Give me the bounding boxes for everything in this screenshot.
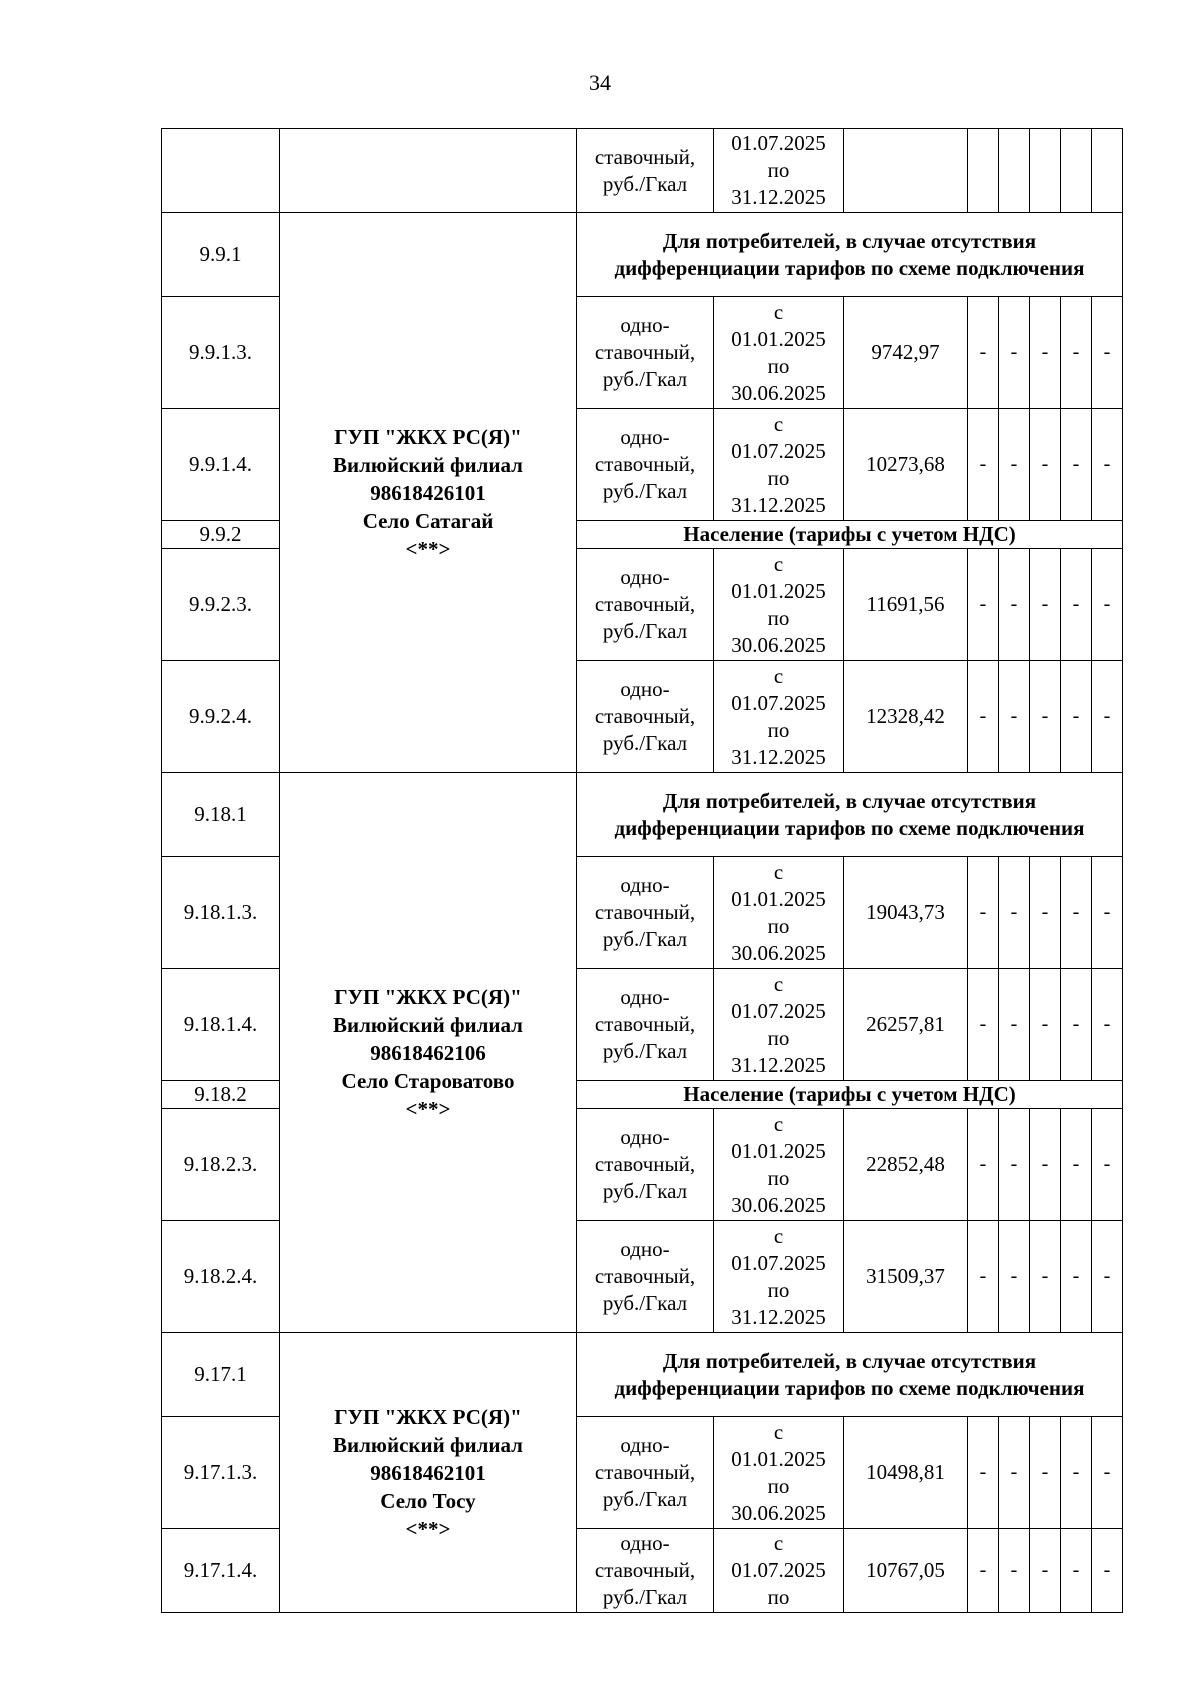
empty-cell: - <box>968 409 999 521</box>
empty-cell: - <box>1030 1529 1061 1613</box>
section-code: 9.9.2 <box>162 521 280 549</box>
empty-cell: - <box>968 1221 999 1333</box>
tariff-type: одно- ставочный, руб./Гкал <box>577 857 714 969</box>
row-code: 9.17.1.4. <box>162 1529 280 1613</box>
empty-cell: - <box>999 661 1030 773</box>
section-title: Население (тарифы с учетом НДС) <box>577 521 1123 549</box>
tariff-value: 26257,81 <box>844 969 968 1081</box>
empty-cell <box>968 129 999 213</box>
tariff-type: одно- ставочный, руб./Гкал <box>577 1417 714 1529</box>
empty-cell: - <box>1092 409 1123 521</box>
empty-cell: - <box>1030 297 1061 409</box>
empty-cell: - <box>968 969 999 1081</box>
org-cell: ГУП "ЖКХ РС(Я)" Вилюйский филиал 98618462101 Село Тосу <**> <box>280 1333 577 1613</box>
empty-cell: - <box>968 549 999 661</box>
empty-cell: - <box>1061 1417 1092 1529</box>
empty-cell: - <box>968 1109 999 1221</box>
empty-cell: - <box>1092 969 1123 1081</box>
empty-cell: - <box>1030 1417 1061 1529</box>
tariff-period: 01.07.2025 по 31.12.2025 <box>714 129 844 213</box>
tariff-value: 22852,48 <box>844 1109 968 1221</box>
empty-cell: - <box>1092 661 1123 773</box>
empty-cell: - <box>968 297 999 409</box>
empty-cell: - <box>1030 661 1061 773</box>
tariff-period: с 01.07.2025 по <box>714 1529 844 1613</box>
empty-cell: - <box>999 297 1030 409</box>
tariff-type: одно- ставочный, руб./Гкал <box>577 297 714 409</box>
empty-cell: - <box>999 1109 1030 1221</box>
row-code: 9.9.1.4. <box>162 409 280 521</box>
empty-cell: - <box>1061 549 1092 661</box>
empty-cell: - <box>1030 857 1061 969</box>
section-code: 9.18.2 <box>162 1081 280 1109</box>
row-code: 9.18.1.3. <box>162 857 280 969</box>
tariff-period: с 01.07.2025 по 31.12.2025 <box>714 409 844 521</box>
empty-cell: - <box>1061 661 1092 773</box>
tariff-value: 12328,42 <box>844 661 968 773</box>
row-code: 9.18.1.4. <box>162 969 280 1081</box>
section-code: 9.9.1 <box>162 213 280 297</box>
tariff-type: ставочный, руб./Гкал <box>577 129 714 213</box>
tariff-value: 11691,56 <box>844 549 968 661</box>
tariff-period: с 01.07.2025 по 31.12.2025 <box>714 1221 844 1333</box>
empty-cell: - <box>1092 297 1123 409</box>
empty-cell: - <box>999 857 1030 969</box>
empty-cell: - <box>999 1529 1030 1613</box>
section-row <box>162 1333 1123 1417</box>
tariff-period: с 01.07.2025 по 31.12.2025 <box>714 969 844 1081</box>
empty-cell: - <box>1061 969 1092 1081</box>
row-code: 9.9.1.3. <box>162 297 280 409</box>
empty-cell: - <box>1061 857 1092 969</box>
section-row <box>162 773 1123 857</box>
tariff-value <box>844 129 968 213</box>
empty-cell: - <box>968 1417 999 1529</box>
tariff-value: 31509,37 <box>844 1221 968 1333</box>
tariff-type: одно- ставочный, руб./Гкал <box>577 1109 714 1221</box>
tariff-type: одно- ставочный, руб./Гкал <box>577 549 714 661</box>
section-title: Для потребителей, в случае отсутствия дифференциации тарифов по схеме подключения <box>577 1333 1123 1417</box>
empty-cell: - <box>1092 857 1123 969</box>
empty-cell: - <box>1092 1417 1123 1529</box>
tariff-value: 10498,81 <box>844 1417 968 1529</box>
empty-cell: - <box>1030 1109 1061 1221</box>
tariff-value: 10273,68 <box>844 409 968 521</box>
empty-cell: - <box>1030 549 1061 661</box>
empty-cell: - <box>1030 969 1061 1081</box>
tariff-type: одно- ставочный, руб./Гкал <box>577 409 714 521</box>
section-row <box>162 213 1123 297</box>
section-title: Для потребителей, в случае отсутствия дифференциации тарифов по схеме подключения <box>577 213 1123 297</box>
tariff-type: одно- ставочный, руб./Гкал <box>577 661 714 773</box>
row-code <box>162 129 280 213</box>
empty-cell <box>1030 129 1061 213</box>
empty-cell: - <box>1061 1529 1092 1613</box>
empty-cell: - <box>999 409 1030 521</box>
empty-cell: - <box>1092 1529 1123 1613</box>
page-number: 34 <box>589 70 611 95</box>
empty-cell: - <box>1092 1221 1123 1333</box>
row-code: 9.18.2.4. <box>162 1221 280 1333</box>
empty-cell: - <box>1030 409 1061 521</box>
section-title: Население (тарифы с учетом НДС) <box>577 1081 1123 1109</box>
empty-cell: - <box>1092 549 1123 661</box>
section-code: 9.17.1 <box>162 1333 280 1417</box>
org-cell: ГУП "ЖКХ РС(Я)" Вилюйский филиал 98618462106 Село Староватово <**> <box>280 773 577 1333</box>
empty-cell: - <box>1030 1221 1061 1333</box>
empty-cell: - <box>1061 1221 1092 1333</box>
tariff-period: с 01.01.2025 по 30.06.2025 <box>714 297 844 409</box>
org-cell <box>280 129 577 213</box>
tariff-type: одно- ставочный, руб./Гкал <box>577 1221 714 1333</box>
empty-cell: - <box>968 1529 999 1613</box>
empty-cell: - <box>999 1417 1030 1529</box>
tariff-value: 10767,05 <box>844 1529 968 1613</box>
empty-cell <box>1092 129 1123 213</box>
empty-cell: - <box>999 1221 1030 1333</box>
tariff-value: 19043,73 <box>844 857 968 969</box>
tariff-type: одно- ставочный, руб./Гкал <box>577 969 714 1081</box>
row-code: 9.9.2.3. <box>162 549 280 661</box>
section-code: 9.18.1 <box>162 773 280 857</box>
tariff-type: одно- ставочный, руб./Гкал <box>577 1529 714 1613</box>
row-code: 9.17.1.3. <box>162 1417 280 1529</box>
row-code: 9.9.2.4. <box>162 661 280 773</box>
tariff-period: с 01.01.2025 по 30.06.2025 <box>714 857 844 969</box>
tariff-period: с 01.01.2025 по 30.06.2025 <box>714 549 844 661</box>
empty-cell: - <box>968 661 999 773</box>
empty-cell <box>999 129 1030 213</box>
empty-cell <box>1061 129 1092 213</box>
empty-cell: - <box>999 969 1030 1081</box>
tariff-period: с 01.01.2025 по 30.06.2025 <box>714 1109 844 1221</box>
tariff-period: с 01.01.2025 по 30.06.2025 <box>714 1417 844 1529</box>
empty-cell: - <box>1061 1109 1092 1221</box>
row-code: 9.18.2.3. <box>162 1109 280 1221</box>
section-title: Для потребителей, в случае отсутствия дифференциации тарифов по схеме подключения <box>577 773 1123 857</box>
empty-cell: - <box>999 549 1030 661</box>
tariff-period: с 01.07.2025 по 31.12.2025 <box>714 661 844 773</box>
tariff-table <box>161 128 1123 1613</box>
org-cell: ГУП "ЖКХ РС(Я)" Вилюйский филиал 98618426101 Село Сатагай <**> <box>280 213 577 773</box>
tariff-value: 9742,97 <box>844 297 968 409</box>
empty-cell: - <box>1092 1109 1123 1221</box>
empty-cell: - <box>1061 297 1092 409</box>
empty-cell: - <box>968 857 999 969</box>
table-row <box>162 129 1123 213</box>
empty-cell: - <box>1061 409 1092 521</box>
